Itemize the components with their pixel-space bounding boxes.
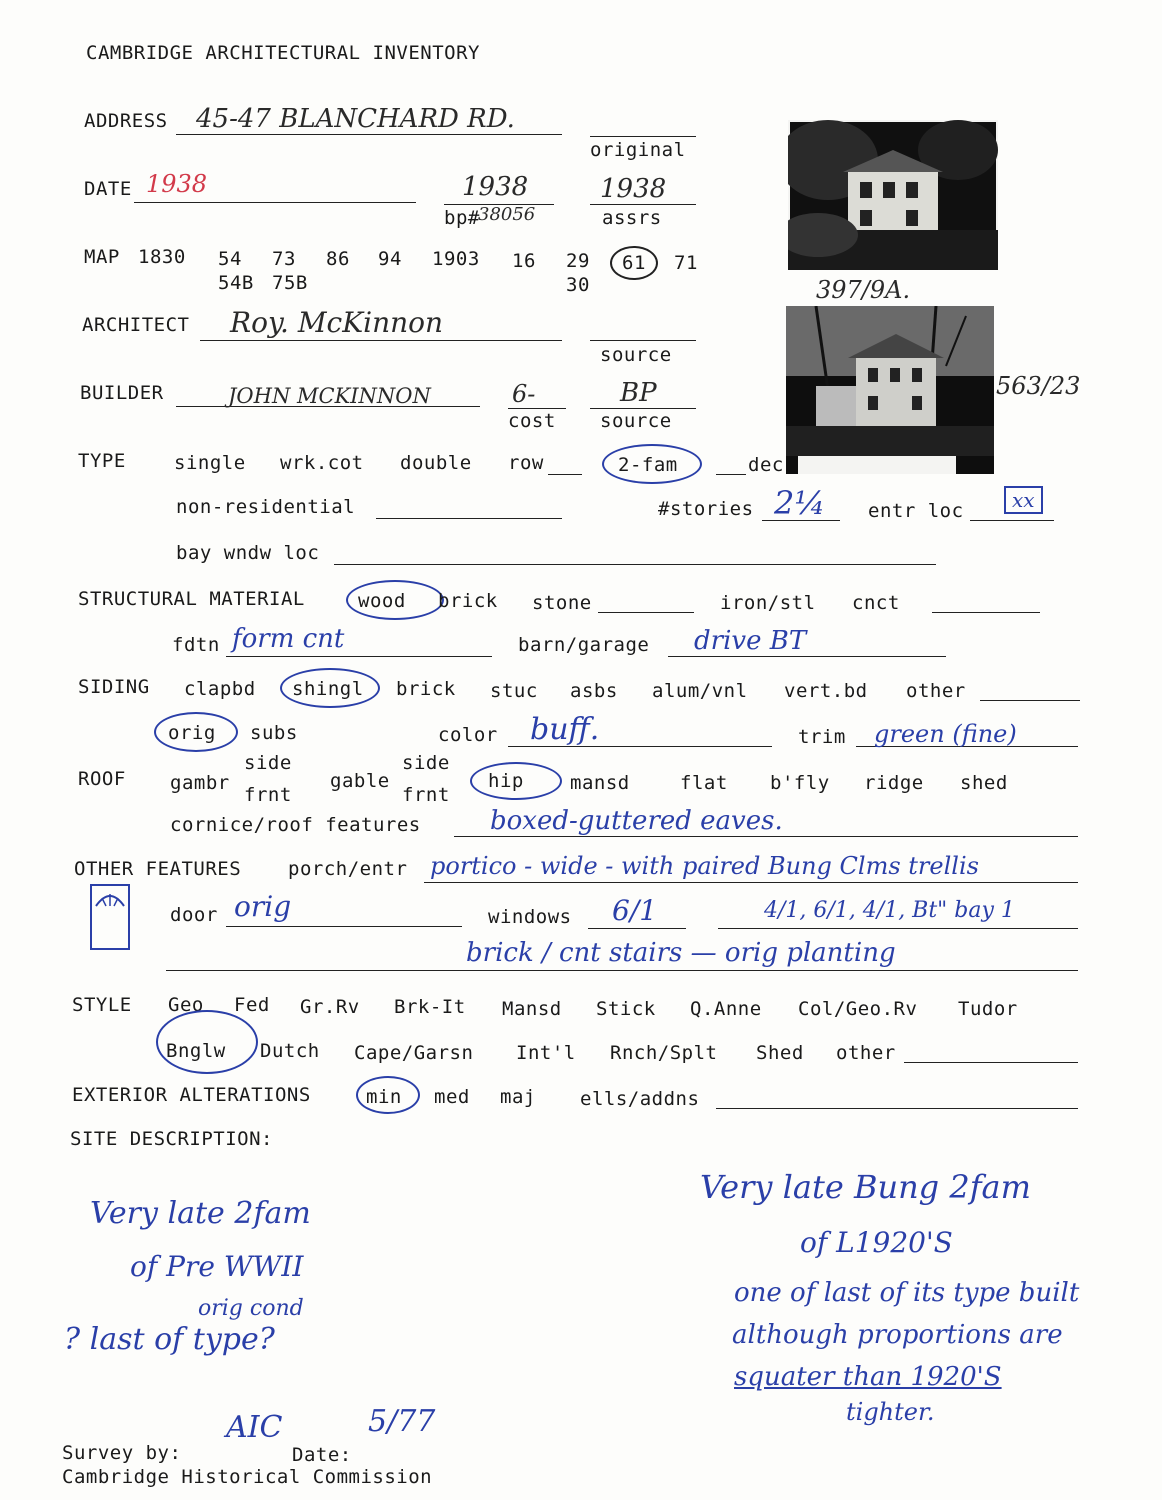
style-option-mansd[interactable]: Mansd [502, 998, 562, 1020]
type-option-dec[interactable]: dec [748, 454, 784, 476]
style-option-colgeo[interactable]: Col/Geo.Rv [798, 998, 918, 1020]
stories-value[interactable]: 2¼ [774, 484, 826, 522]
form-title: CAMBRIDGE ARCHITECTURAL INVENTORY [86, 42, 480, 64]
features-extra-value[interactable]: brick / cnt stairs — orig planting [466, 938, 896, 968]
roof-gambr-side[interactable]: side [244, 752, 292, 774]
map-year-61[interactable]: 61 [622, 252, 646, 274]
builder-source-line [590, 408, 696, 409]
siding-label: SIDING [78, 676, 150, 698]
address-line [176, 134, 562, 135]
siding-other-line [980, 700, 1080, 701]
map-year-71[interactable]: 71 [674, 252, 698, 274]
bp-label: bp# [444, 207, 480, 229]
style-option-dutch[interactable]: Dutch [260, 1040, 320, 1062]
door-label: door [170, 904, 218, 926]
windows-label: windows [488, 906, 572, 928]
style-option-other[interactable]: other [836, 1042, 896, 1064]
door-sketch-icon [90, 884, 130, 950]
fdtn-value[interactable]: form cnt [232, 624, 345, 654]
photo-bottom-caption: 563/23 [996, 372, 1081, 400]
non-residential-line [376, 518, 562, 519]
style-option-rnch[interactable]: Rnch/Splt [610, 1042, 718, 1064]
map-year-30[interactable]: 30 [566, 274, 590, 296]
map-year-94[interactable]: 94 [378, 248, 402, 270]
house-photo-bottom [786, 306, 994, 474]
map-year-73[interactable]: 73 [272, 248, 296, 270]
roof-option-hip[interactable]: hip [488, 770, 524, 792]
site-note-right-2: of L1920'S [800, 1226, 953, 1259]
survey-date-value[interactable]: 5/77 [368, 1404, 436, 1439]
cornice-label: cornice/roof features [170, 814, 421, 836]
style-other-line [904, 1062, 1078, 1063]
cost-line [508, 408, 566, 409]
roof-selected-circle [470, 762, 562, 800]
builder-label: BUILDER [80, 382, 164, 404]
dec-blank [716, 474, 746, 475]
map-selected-circle [610, 246, 658, 280]
windows-line [588, 928, 686, 929]
row-blank [548, 474, 582, 475]
roof-gambr-frnt[interactable]: frnt [244, 784, 292, 806]
builder-value[interactable]: JOHN MCKINNON [228, 384, 431, 408]
photo-top-caption: 397/9A. [816, 276, 911, 304]
style-option-qanne[interactable]: Q.Anne [690, 998, 762, 1020]
house-photo-top [788, 120, 998, 270]
alteration-option-min[interactable]: min [366, 1086, 402, 1108]
site-note-left-2: of Pre WWII [130, 1250, 304, 1283]
stories-label: #stories [658, 498, 754, 520]
barn-garage-label: barn/garage [518, 634, 650, 656]
structural-option-brick[interactable]: brick [438, 590, 498, 612]
type-option-wrkcot[interactable]: wrk.cot [280, 452, 364, 474]
survey-date-label: Date: [292, 1444, 352, 1466]
map-year-86[interactable]: 86 [326, 248, 350, 270]
siding-option-other[interactable]: other [906, 680, 966, 702]
non-residential-label: non-residential [176, 496, 356, 518]
assrs-line [590, 204, 696, 205]
map-year-1830[interactable]: 1830 [138, 246, 186, 268]
fdtn-line [226, 656, 492, 657]
site-note-left-1: Very late 2fam [90, 1196, 311, 1231]
style-option-fed[interactable]: Fed [234, 994, 270, 1016]
map-year-54[interactable]: 54 [218, 248, 242, 270]
door-value[interactable]: orig [234, 890, 292, 923]
architect-value[interactable]: Roy. McKinnon [230, 306, 444, 339]
porch-label: porch/entr [288, 858, 408, 880]
trim-label: trim [798, 726, 846, 748]
map-year-1903[interactable]: 1903 [432, 248, 480, 270]
map-year-54b[interactable]: 54B [218, 272, 254, 294]
map-year-16[interactable]: 16 [512, 250, 536, 272]
style-label: STYLE [72, 994, 132, 1016]
entr-loc-label: entr loc [868, 500, 964, 522]
roof-option-mansd[interactable]: mansd [570, 772, 630, 794]
style-option-brkit[interactable]: Brk-It [394, 996, 466, 1018]
entr-loc-value[interactable]: xx [1004, 486, 1043, 514]
roof-option-bfly[interactable]: b'fly [770, 772, 830, 794]
address-label: ADDRESS [84, 110, 168, 132]
alterations-label: EXTERIOR ALTERATIONS [72, 1084, 311, 1106]
type-selected-circle [602, 444, 702, 484]
other-features-label: OTHER FEATURES [74, 858, 242, 880]
map-label: MAP [84, 246, 120, 268]
roof-option-ridge[interactable]: ridge [864, 772, 924, 794]
color-label: color [438, 724, 498, 746]
siding-option-brick[interactable]: brick [396, 678, 456, 700]
style-option-stick[interactable]: Stick [596, 998, 656, 1020]
site-note-right-6: tighter. [846, 1398, 935, 1426]
survey-by-value[interactable]: AIC [226, 1410, 283, 1445]
fdtn-label: fdtn [172, 634, 220, 656]
windows-value[interactable]: 6/1 [612, 894, 658, 927]
siding-orig-circle [154, 712, 238, 752]
siding-option-alum[interactable]: alum/vnl [652, 680, 748, 702]
siding-option-clapbd[interactable]: clapbd [184, 678, 256, 700]
alteration-option-ells[interactable]: ells/addns [580, 1088, 700, 1110]
original-line [590, 136, 696, 137]
siding-option-stuc[interactable]: stuc [490, 680, 538, 702]
style-option-bnglw[interactable]: Bnglw [166, 1040, 226, 1062]
original-label: original [590, 139, 686, 161]
trim-value[interactable]: green (fine) [874, 720, 1017, 748]
color-value[interactable]: buff. [530, 712, 600, 747]
date-label: DATE [84, 178, 132, 200]
assrs-label: assrs [602, 207, 662, 229]
architect-line [200, 340, 562, 341]
roof-option-flat[interactable]: flat [680, 772, 728, 794]
alteration-selected-circle [356, 1076, 420, 1114]
bay-window-label: bay wndw loc [176, 542, 320, 564]
roof-option-gable[interactable]: gable [330, 770, 390, 792]
siding-option-shingl[interactable]: shingl [292, 678, 364, 700]
roof-gable-side[interactable]: side [402, 752, 450, 774]
bp-year-value[interactable]: 1938 [462, 172, 529, 202]
siding-subs-label[interactable]: subs [250, 722, 298, 744]
style-selected-circle [156, 1010, 258, 1074]
porch-value[interactable]: portico - wide - with paired Bung Clms trellis [430, 852, 979, 880]
commission-label: Cambridge Historical Commission [62, 1466, 433, 1488]
site-note-left-4: ? last of type? [64, 1322, 275, 1357]
siding-selected-circle [280, 668, 380, 708]
architect-source-label: source [600, 344, 672, 366]
structural-label: STRUCTURAL MATERIAL [78, 588, 305, 610]
barn-garage-line [668, 656, 946, 657]
siding-orig-label[interactable]: orig [168, 722, 216, 744]
cost-value[interactable]: 6- [512, 380, 536, 408]
structural-option-stone[interactable]: stone [532, 592, 592, 614]
ells-line [716, 1108, 1078, 1109]
entr-loc-line [970, 520, 1054, 521]
style-option-cape[interactable]: Cape/Garsn [354, 1042, 474, 1064]
style-option-tudor[interactable]: Tudor [958, 998, 1018, 1020]
windows-more-value[interactable]: 4/1, 6/1, 4/1, Bt" bay 1 [764, 898, 1015, 923]
structural-selected-circle [346, 580, 444, 620]
cornice-value[interactable]: boxed-guttered eaves. [490, 806, 783, 836]
style-option-grrv[interactable]: Gr.Rv [300, 996, 360, 1018]
roof-label: ROOF [78, 768, 126, 790]
roof-gable-frnt[interactable]: frnt [402, 784, 450, 806]
roof-option-gambr[interactable]: gambr [170, 772, 230, 794]
survey-by-label: Survey by: [62, 1442, 182, 1464]
cnct-line [932, 612, 1040, 613]
type-label: TYPE [78, 450, 126, 472]
structural-option-wood[interactable]: wood [358, 590, 406, 612]
stone-line [598, 612, 694, 613]
bp-number-value[interactable]: 38056 [478, 204, 536, 225]
site-note-right-1: Very late Bung 2fam [700, 1168, 1031, 1206]
type-option-row[interactable]: row [508, 452, 544, 474]
siding-option-vert[interactable]: vert.bd [784, 680, 868, 702]
builder-source-label: source [600, 410, 672, 432]
date-line [134, 202, 416, 203]
site-note-right-5: squater than 1920'S [734, 1362, 1002, 1392]
builder-source-value[interactable]: BP [620, 378, 657, 408]
cost-label: cost [508, 410, 556, 432]
type-option-2fam[interactable]: 2-fam [618, 454, 678, 476]
barn-garage-value[interactable]: drive BT [694, 626, 807, 656]
style-option-shed[interactable]: Shed [756, 1042, 804, 1064]
type-option-double[interactable]: double [400, 452, 472, 474]
alteration-option-med[interactable]: med [434, 1086, 470, 1108]
alteration-option-maj[interactable]: maj [500, 1086, 536, 1108]
site-note-right-3: one of last of its type built [734, 1278, 1080, 1308]
date-value[interactable]: 1938 [146, 170, 208, 198]
style-option-intl[interactable]: Int'l [516, 1042, 576, 1064]
site-description-label: SITE DESCRIPTION: [70, 1128, 273, 1150]
type-option-single[interactable]: single [174, 452, 246, 474]
address-value[interactable]: 45-47 BLANCHARD RD. [196, 104, 515, 134]
architect-source-line [590, 340, 696, 341]
structural-option-cnct[interactable]: cnct [852, 592, 900, 614]
bay-window-line [334, 564, 936, 565]
site-note-right-4: although proportions are [732, 1320, 1063, 1350]
porch-line [424, 882, 1078, 883]
map-year-75b[interactable]: 75B [272, 272, 308, 294]
windows-more-line [718, 928, 1078, 929]
cornice-line [454, 836, 1078, 837]
map-year-29[interactable]: 29 [566, 250, 590, 272]
assrs-value[interactable]: 1938 [600, 174, 667, 204]
door-line [226, 926, 462, 927]
architect-label: ARCHITECT [82, 314, 190, 336]
site-note-left-3: orig cond [198, 1296, 304, 1321]
siding-option-asbs[interactable]: asbs [570, 680, 618, 702]
features-extra-line [166, 970, 1078, 971]
roof-option-shed[interactable]: shed [960, 772, 1008, 794]
style-option-geo[interactable]: Geo [168, 994, 204, 1016]
structural-option-iron[interactable]: iron/stl [720, 592, 816, 614]
